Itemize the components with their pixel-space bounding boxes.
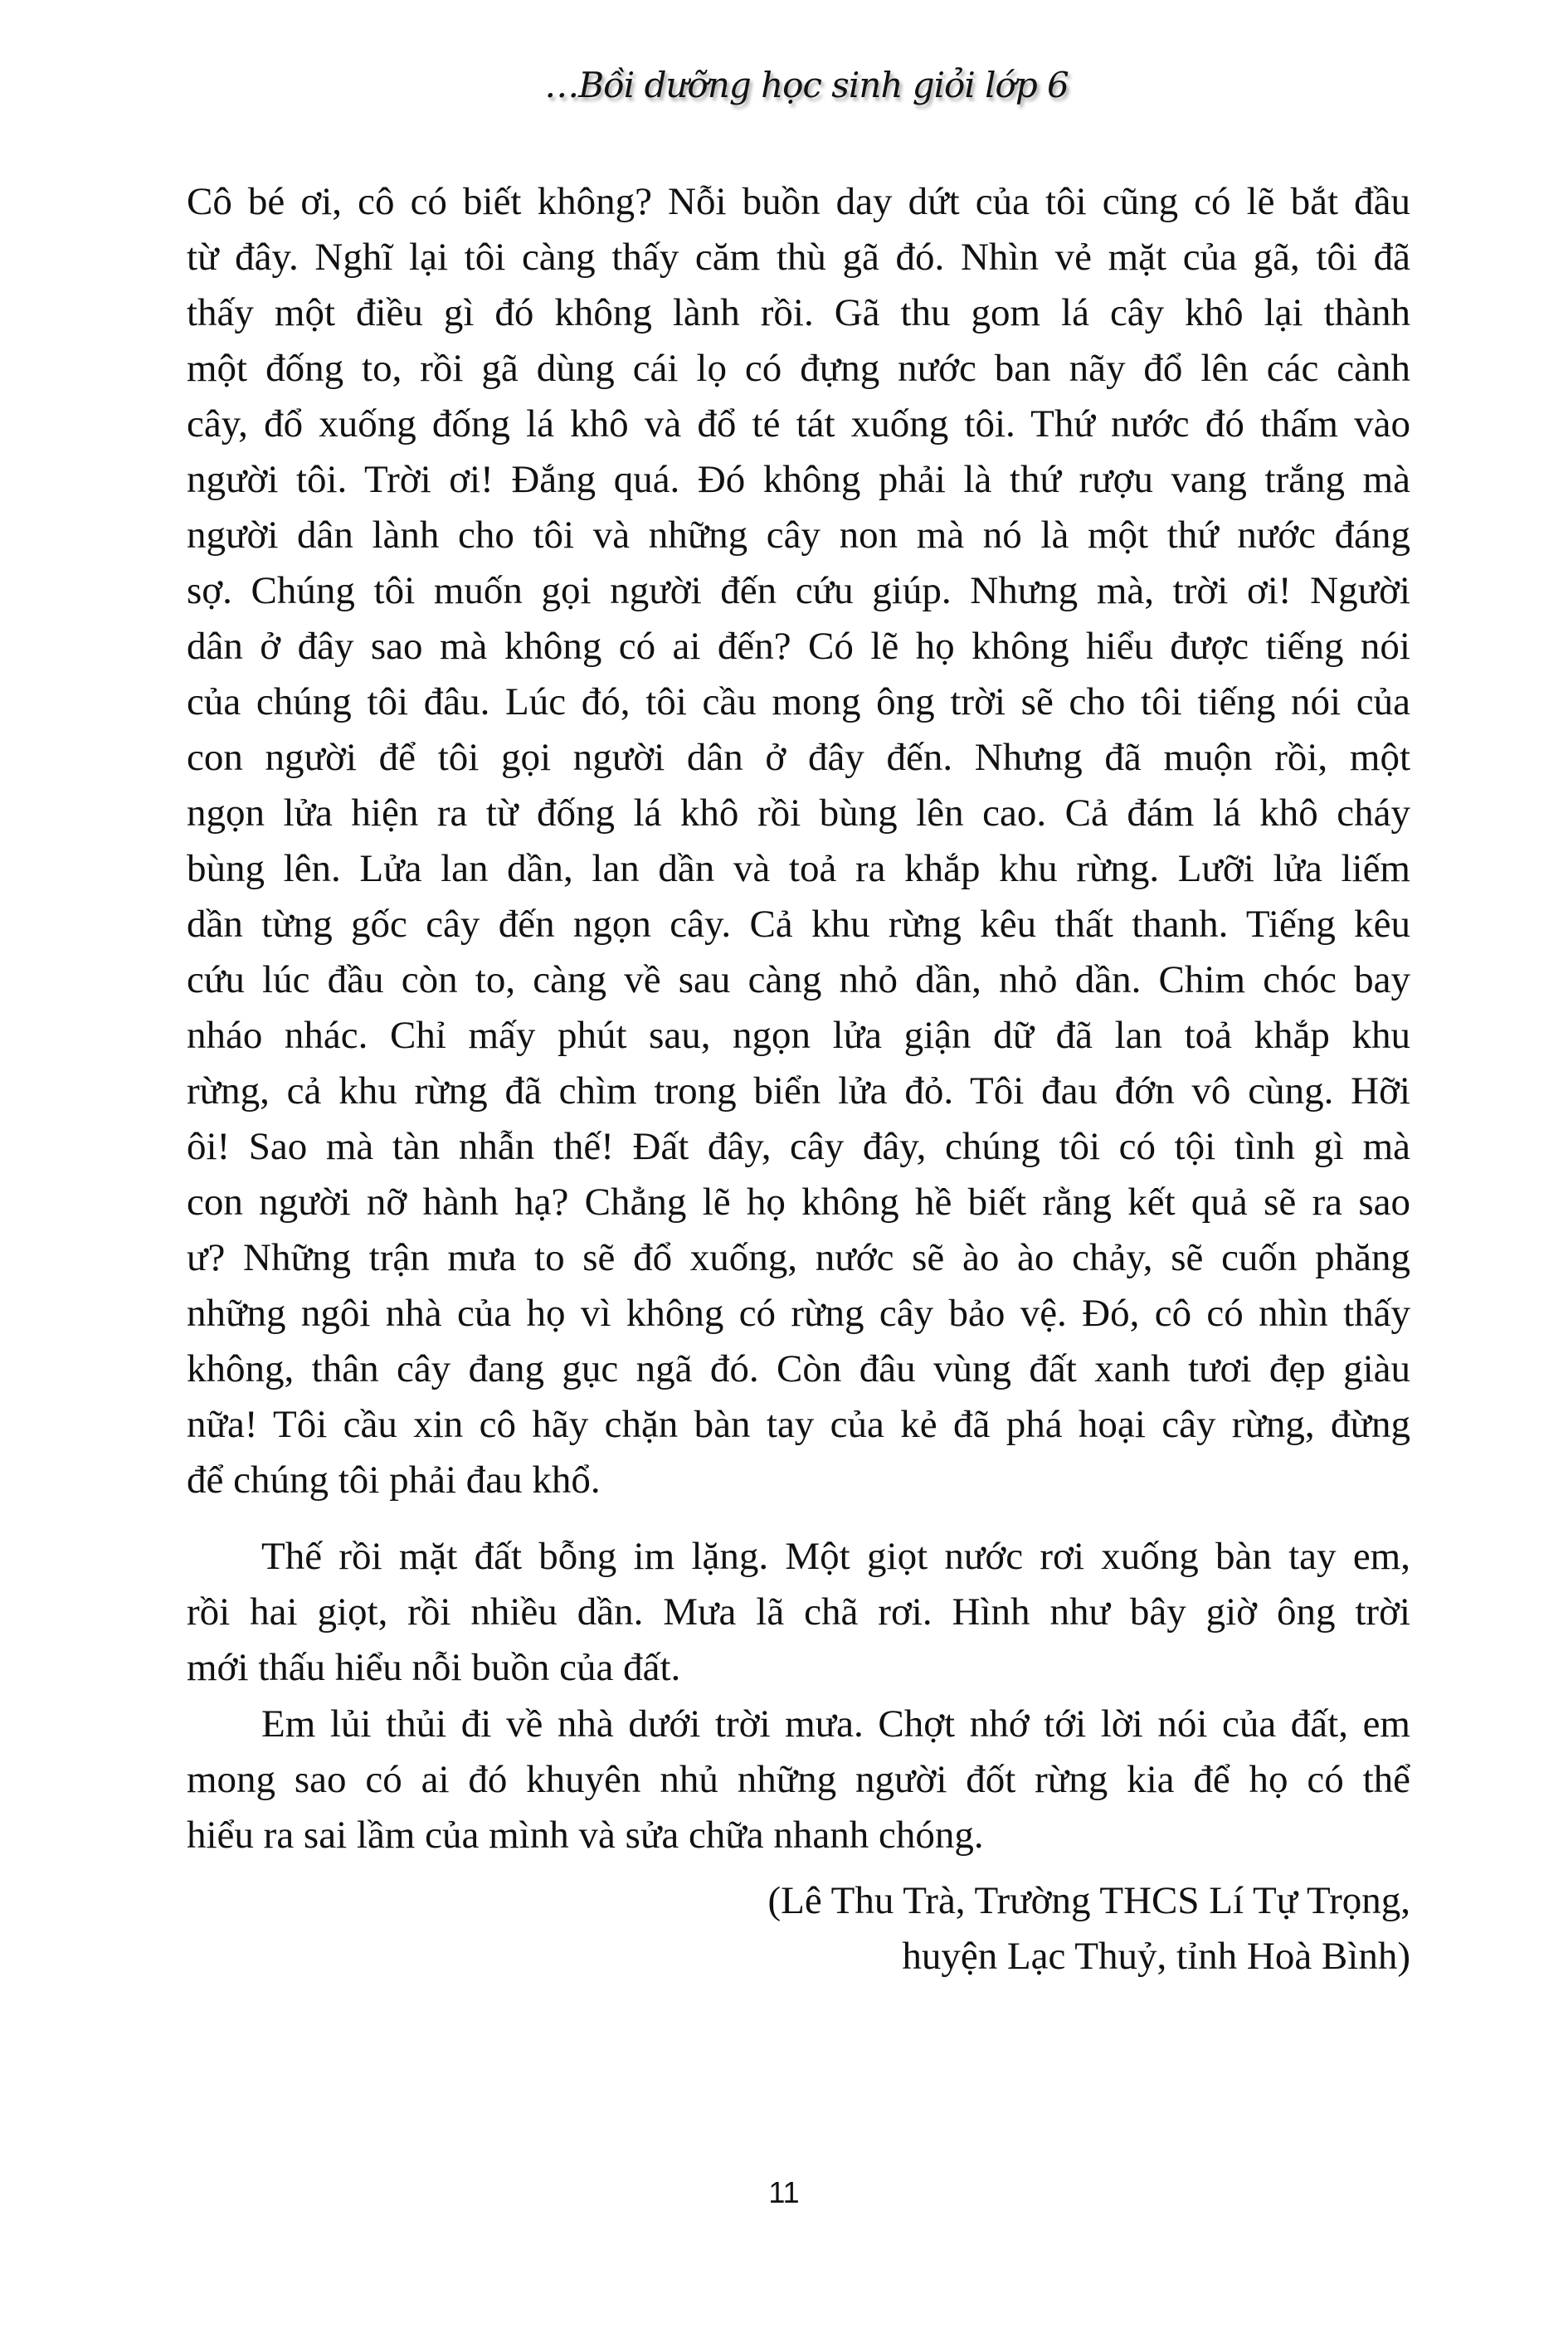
text-line: ư? Những trận mưa to sẽ đổ xuống, nước sẽ ào ào chảy, sẽ cuốn phăng	[187, 1236, 1410, 1279]
text-line: Cô bé ơi, cô có biết không? Nỗi buồn day dứt của tôi cũng có lẽ bắt đầu	[187, 180, 1410, 223]
running-header: …Bồi dưỡng học sinh giỏi lớp 6	[544, 65, 1069, 105]
text-line: ôi! Sao mà tàn nhẫn thế! Đất đây, cây đây, chúng tôi có tội tình gì mà	[187, 1125, 1410, 1168]
text-line: mong sao có ai đó khuyên nhủ những người đốt rừng kia để họ có thể	[187, 1758, 1410, 1801]
text-line: một đống to, rồi gã dùng cái lọ có đựng nước ban nãy đổ lên các cành	[187, 347, 1410, 390]
text-line: con người để tôi gọi người dân ở đây đến. Nhưng đã muộn rồi, một	[187, 736, 1410, 779]
text-line: của chúng tôi đâu. Lúc đó, tôi cầu mong ông trời sẽ cho tôi tiếng nói của	[187, 680, 1410, 723]
page-number: 11	[768, 2175, 800, 2209]
text-line: Em lủi thủi đi về nhà dưới trời mưa. Chợt nhớ tới lời nói của đất, em	[261, 1702, 1410, 1746]
text-line: nữa! Tôi cầu xin cô hãy chặn bàn tay của kẻ đã phá hoại cây rừng, đừng	[187, 1403, 1410, 1446]
text-line: cứu lúc đầu còn to, càng về sau càng nhỏ dần, nhỏ dần. Chim chóc bay	[187, 958, 1410, 1001]
text-line: con người nỡ hành hạ? Chẳng lẽ họ không hề biết rằng kết quả sẽ ra sao	[187, 1181, 1410, 1224]
text-line: hiểu ra sai lầm của mình và sửa chữa nhanh chóng.	[187, 1814, 984, 1857]
text-line: bùng lên. Lửa lan dần, lan dần và toả ra khắp khu rừng. Lưỡi lửa liếm	[187, 847, 1410, 890]
text-line: những ngôi nhà của họ vì không có rừng cây bảo vệ. Đó, cô có nhìn thấy	[187, 1292, 1410, 1335]
text-line: từ đây. Nghĩ lại tôi càng thấy căm thù gã đó. Nhìn vẻ mặt của gã, tôi đã	[187, 236, 1410, 279]
paragraph-3	[187, 1697, 1410, 1863]
text-line: để chúng tôi phải đau khổ.	[187, 1458, 601, 1502]
text-line: sợ. Chúng tôi muốn gọi người đến cứu giúp. Nhưng mà, trời ơi! Người	[187, 569, 1410, 612]
text-line: rồi hai giọt, rồi nhiều dần. Mưa lã chã rơi. Hình như bây giờ ông trời	[187, 1590, 1410, 1634]
attribution-line-2: huyện Lạc Thuỷ, tỉnh Hoà Bình)	[902, 1935, 1410, 1978]
text-line: cây, đổ xuống đống lá khô và đổ té tát xuống tôi. Thứ nước đó thấm vào	[187, 402, 1410, 446]
paragraph-2	[187, 1529, 1410, 1696]
attribution-line-1: (Lê Thu Trà, Trường THCS Lí Tự Trọng,	[767, 1879, 1410, 1922]
text-line: nháo nhác. Chỉ mấy phút sau, ngọn lửa giận dữ đã lan toả khắp khu	[187, 1014, 1410, 1057]
text-line: dân ở đây sao mà không có ai đến? Có lẽ họ không hiểu được tiếng nói	[187, 625, 1410, 668]
text-line: rừng, cả khu rừng đã chìm trong biển lửa đỏ. Tôi đau đớn vô cùng. Hỡi	[187, 1069, 1410, 1113]
text-line: Thế rồi mặt đất bỗng im lặng. Một giọt nước rơi xuống bàn tay em,	[261, 1535, 1410, 1578]
text-line: người dân lành cho tôi và những cây non mà nó là một thứ nước đáng	[187, 514, 1410, 557]
text-line: thấy một điều gì đó không lành rồi. Gã thu gom lá cây khô lại thành	[187, 291, 1410, 334]
text-line: ngọn lửa hiện ra từ đống lá khô rồi bùng lên cao. Cả đám lá khô cháy	[187, 791, 1410, 835]
text-line: không, thân cây đang gục ngã đó. Còn đâu vùng đất xanh tươi đẹp giàu	[187, 1347, 1410, 1390]
paragraph-1	[187, 174, 1410, 1508]
text-line: dần từng gốc cây đến ngọn cây. Cả khu rừng kêu thất thanh. Tiếng kêu	[187, 903, 1410, 946]
text-line: mới thấu hiểu nỗi buồn của đất.	[187, 1646, 681, 1689]
text-line: người tôi. Trời ơi! Đắng quá. Đó không phải là thứ rượu vang trắng mà	[187, 458, 1410, 501]
